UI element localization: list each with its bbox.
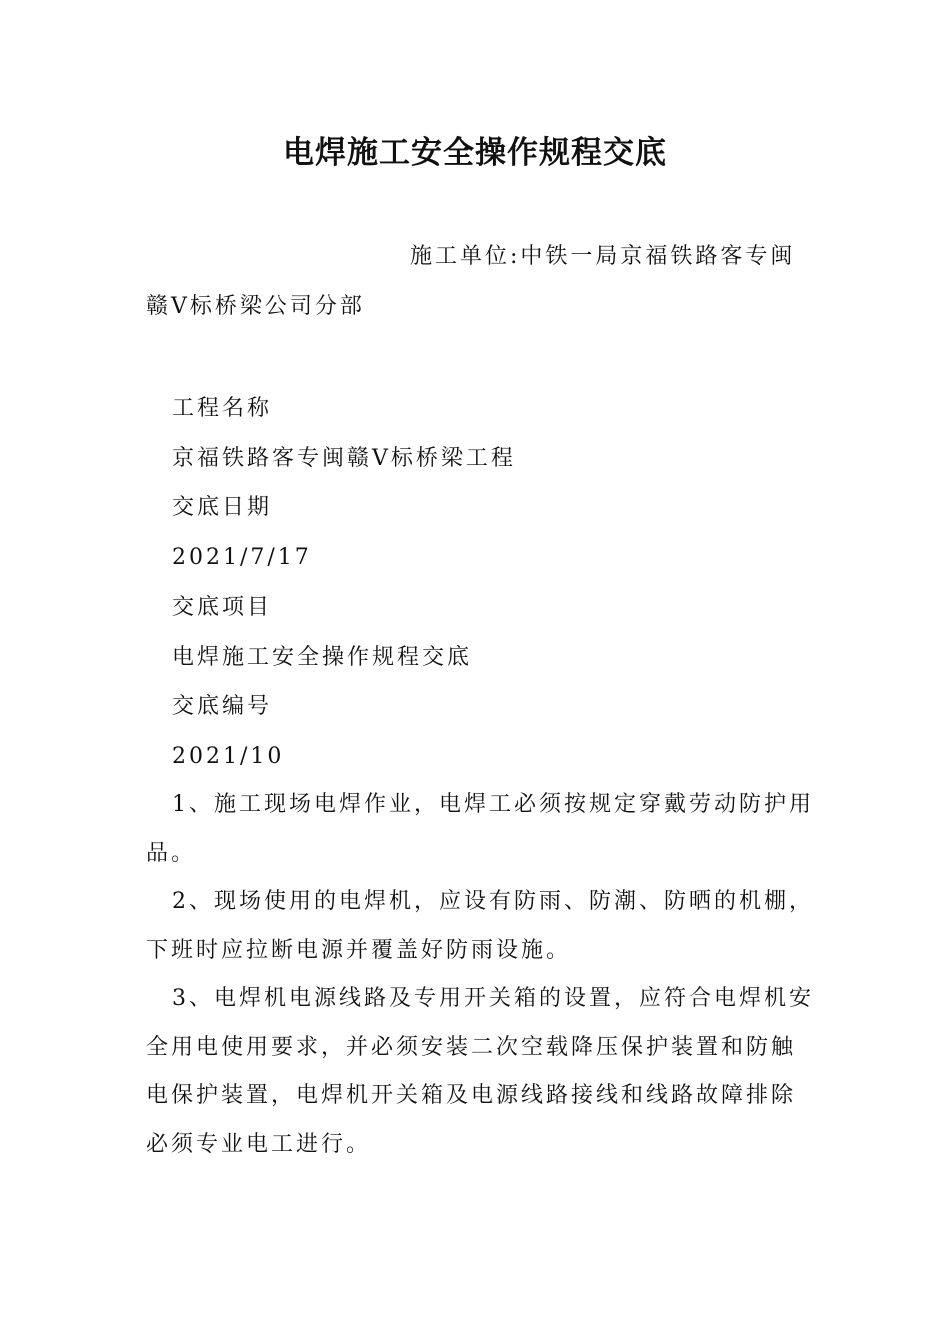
- field-label-date: 交底日期: [172, 495, 273, 521]
- clauses-section: [146, 781, 816, 1169]
- clause-2: 2、现场使用的电焊机，应设有防雨、防潮、防晒的机棚，下班时应拉断电源并覆盖好防雨设施。: [146, 889, 814, 963]
- info-fields: [172, 384, 812, 782]
- field-label-item: 交底项目: [172, 594, 273, 620]
- clause-3: 3、电焊机电源线路及专用开关箱的设置，应符合电焊机安全用电使用要求，并必须安装二次空载降压保护装置和防触电保护装置，电焊机开关箱及电源线路接线和线路故障排除必须专业电工进行。: [146, 986, 814, 1157]
- clause-1: 1、施工现场电焊作业，电焊工必须按规定穿戴劳动防护用品。: [146, 792, 814, 866]
- field-label-project-name: 工程名称: [172, 396, 273, 421]
- field-value-item: 电焊施工安全操作规程交底: [172, 644, 473, 670]
- construction-unit-line: 施工单位:中铁一局京福铁路客专闽赣Ⅴ标桥梁公司分部: [146, 244, 796, 319]
- field-value-number: 2021/10: [172, 743, 285, 769]
- field-value-date: 2021/7/17: [172, 545, 312, 571]
- field-value-project-name: 京福铁路客专闽赣Ⅴ标桥梁工程: [172, 445, 516, 471]
- document-title: 电焊施工安全操作规程交底: [283, 135, 667, 171]
- field-label-number: 交底编号: [172, 694, 273, 720]
